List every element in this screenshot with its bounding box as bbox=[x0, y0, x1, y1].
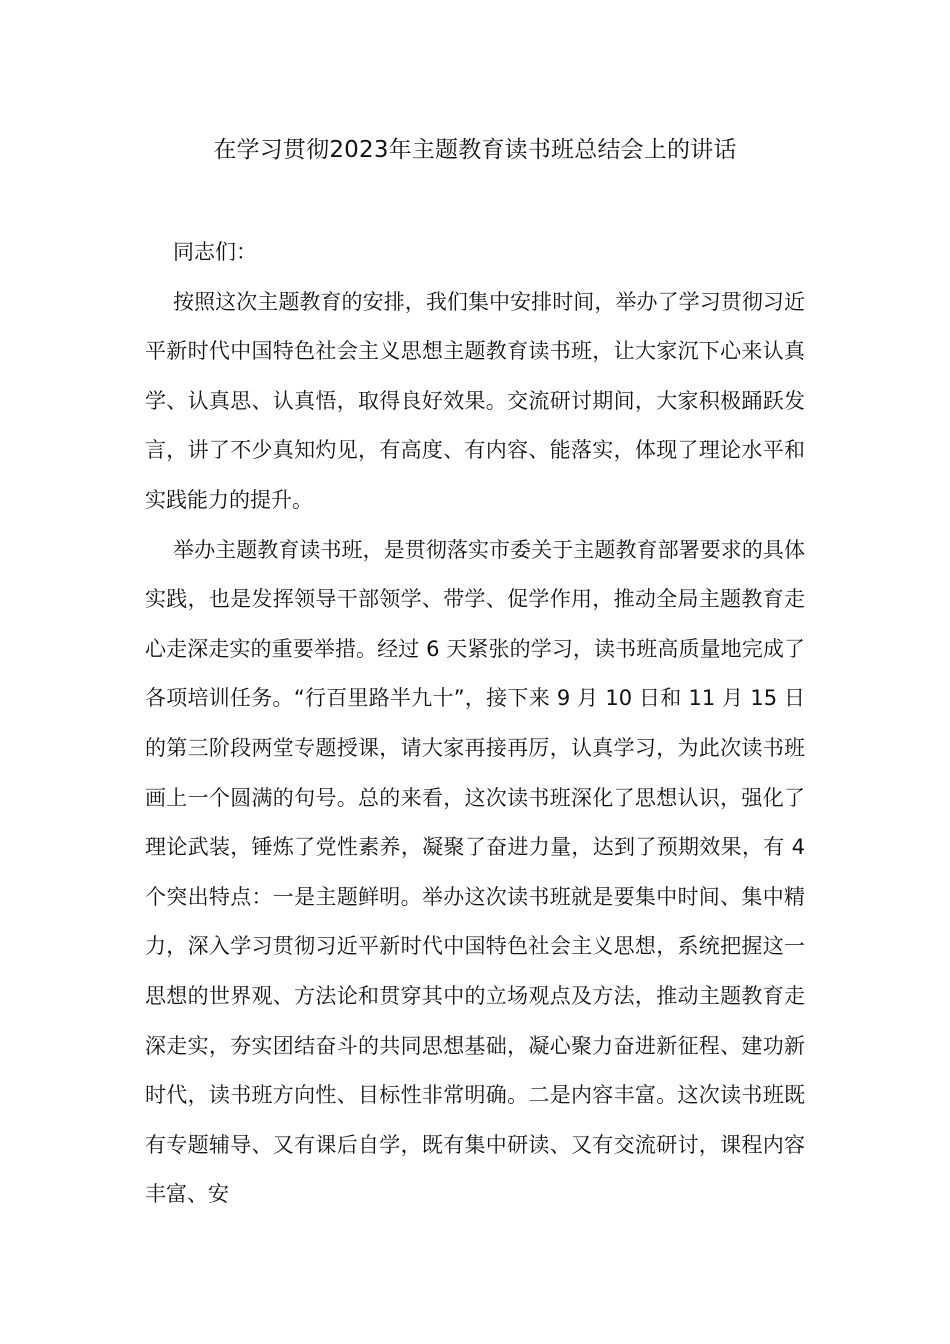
document-title: 在学习贯彻2023年主题教育读书班总结会上的讲话 bbox=[213, 137, 737, 163]
paragraph-1: 按照这次主题教育的安排，我们集中安排时间，举办了学习贯彻习近平新时代中国特色社会主义思想主题教育读书班，让大家沉下心来认真学、认真思、认真悟，取得良好效果。交流研讨期间，大家积极踊跃发言，讲了不少真知灼见，有高度、有内容、能落实，体现了理论水平和实践能力的提升。 bbox=[145, 289, 805, 512]
paragraph-2: 举办主题教育读书班，是贯彻落实市委关于主题教育部署要求的具体实践，也是发挥领导干部领学、带学、促学作用，推动全局主题教育走心走深走实的重要举措。经过 6 天紧张的学习，读书班高质量地完成了各项培训任务。“行百里路半九十”，接下来 9 月 10 日和 11 月 15 日的第三阶段两堂专题授课，请大家再接再厉，认真学习，为此次读书班画上一个圆满的句号。总的来看，这次读书班深化了思想认识，强化了理论武装，锤炼了党性素养，凝聚了奋进力量，达到了预期效果，有 4 个突出特点：一是主题鲜明。举办这次读书班就是要集中时间、集中精力，深入学习贯彻习近平新时代中国特色社会主义思想，系统把握这一思想的世界观、方法论和贯穿其中的立场观点及方法，推动主题教育走深走实，夯实团结奋斗的共同思想基础，凝心聚力奋进新征程、建功新时代，读书班方向性、目标性非常明确。二是内容丰富。这次读书班既有专题辅导、又有课后自学，既有集中研读、又有交流研讨，课程内容丰富、安 bbox=[145, 537, 805, 1207]
document-body bbox=[145, 228, 805, 1220]
salutation: 同志们： bbox=[173, 240, 257, 264]
